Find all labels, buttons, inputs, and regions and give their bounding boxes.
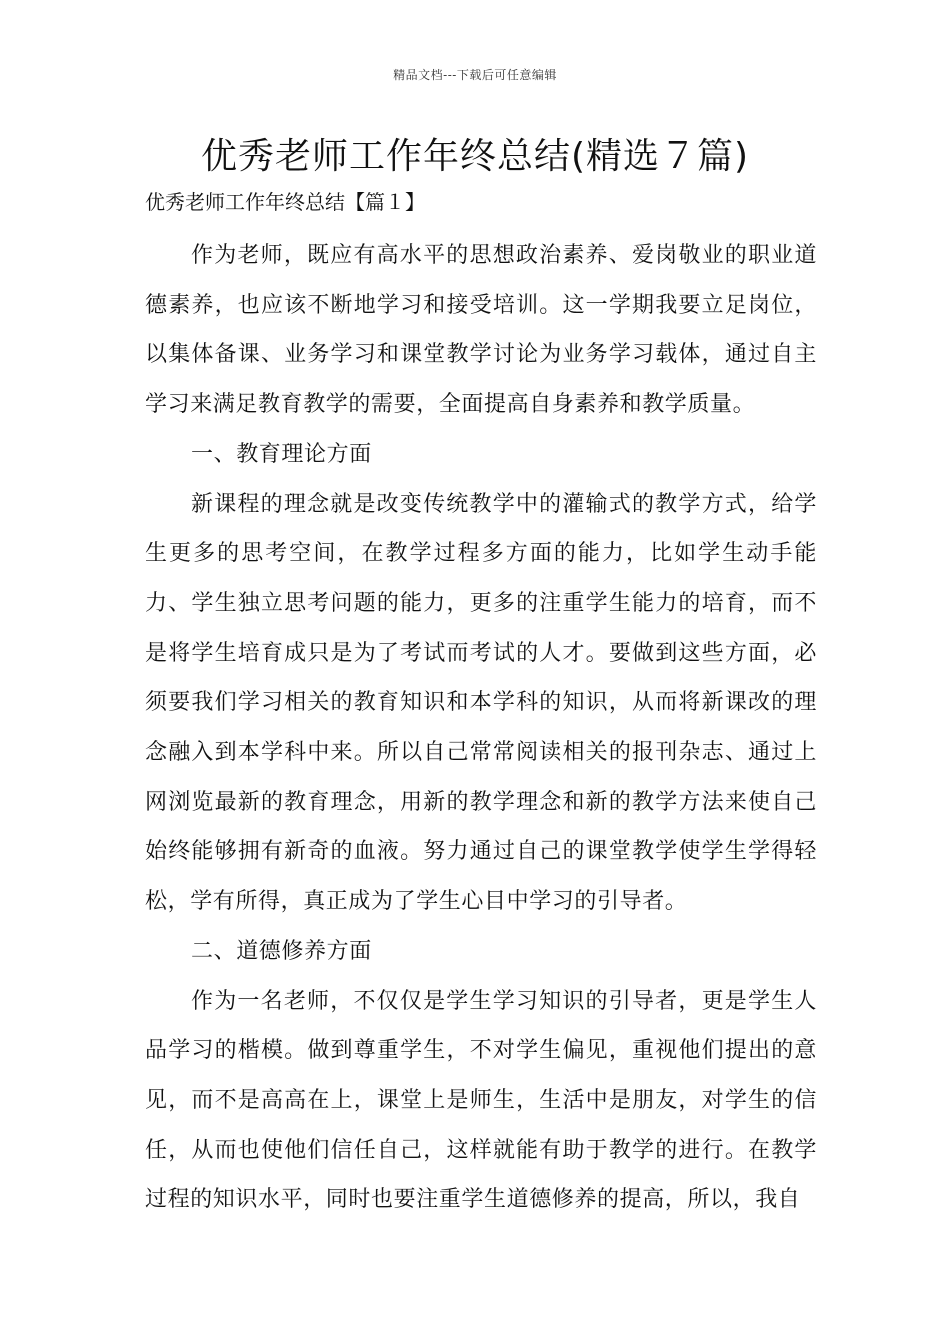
paragraph-moral-cultivation: 作为一名老师，不仅仅是学生学习知识的引导者，更是学生人品学习的楷模。做到尊重学生，不对学生偏见，重视他们提出的意见，而不是高高在上，课堂上是师生，生活中是朋友，对学生的信任，从而也使他们信任自己，这样就能有助于教学的进行。在教学过程的知识水平，同时也要注重学生道德修养的提高，所以，我自: [145, 988, 817, 1213]
section-title: 优秀老师工作年终总结【篇１】: [145, 190, 425, 214]
body-text: [145, 231, 817, 1225]
heading-moral-cultivation: 二、道德修养方面: [191, 938, 372, 964]
heading-education-theory: 一、教育理论方面: [191, 441, 372, 467]
header-note: 精品文档---下载后可任意编辑: [393, 68, 557, 82]
paragraph-intro: 作为老师，既应有高水平的思想政治素养、爱岗敬业的职业道德素养，也应该不断地学习和接受培训。这一学期我要立足岗位，以集体备课、业务学习和课堂教学讨论为业务学习载体，通过自主学习来满足教育教学的需要，全面提高自身素养和教学质量。: [145, 243, 817, 418]
paragraph-education-theory: 新课程的理念就是改变传统教学中的灌输式的教学方式，给学生更多的思考空间，在教学过程多方面的能力，比如学生动手能力、学生独立思考问题的能力，更多的注重学生能力的培育，而不是将学生培育成只是为了考试而考试的人才。要做到这些方面，必须要我们学习相关的教育知识和本学科的知识，从而将新课改的理念融入到本学科中来。所以自己常常阅读相关的报刊杂志、通过上网浏览最新的教育理念，用新的教学理念和新的教学方法来使自己始终能够拥有新奇的血液。努力通过自己的课堂教学使学生学得轻松，学有所得，真正成为了学生心目中学习的引导者。: [145, 491, 817, 915]
document-title: 优秀老师工作年终总结(精选７篇): [200, 136, 750, 177]
